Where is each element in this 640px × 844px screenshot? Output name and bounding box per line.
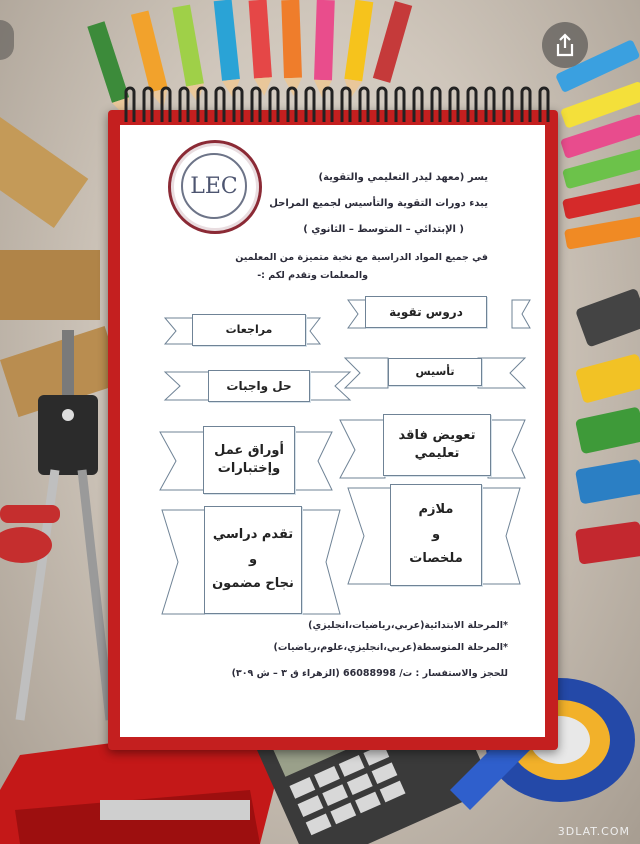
service-notes-line1: ملازم <box>418 501 454 517</box>
service-progress-line1: تقدم دراسي <box>212 526 294 542</box>
service-progress <box>204 506 302 614</box>
intro-line-4: في جميع المواد الدراسية مع نخبة متميزة من المعلمين <box>235 252 488 263</box>
service-review: مراجعات <box>192 314 306 346</box>
service-foundation: تأسيس <box>388 358 482 386</box>
service-compensation-line2: تعليمي <box>414 446 460 461</box>
service-worksheets-line1: أوراق عمل <box>214 443 284 459</box>
service-tutoring: دروس تقوية <box>365 296 487 328</box>
service-compensation-line1: تعويض فاقد <box>398 428 476 444</box>
watermark: 3DLAT.COM <box>557 825 630 838</box>
footer-intermediate-stage: *المرحلة المتوسطة(عربي،انجليزي،علوم،رياضيات) <box>273 642 508 653</box>
service-progress-and: و <box>248 551 258 567</box>
service-homework: حل واجبات <box>208 370 310 402</box>
logo-letters: LEC <box>181 153 247 219</box>
service-notes-and: و <box>431 526 441 542</box>
service-progress-line2: نجاح مضمون <box>212 576 294 592</box>
share-button[interactable] <box>542 22 588 68</box>
intro-line-5: والمعلمات وتقدم لكم :- <box>257 270 368 281</box>
service-notes-line2: ملخصات <box>409 551 463 567</box>
intro-line-3: ( الإبتدائي – المتوسط – الثانوي ) <box>303 224 464 235</box>
service-notes <box>390 484 482 586</box>
intro-line-2: يبدء دورات التقوية والتأسيس لجميع المراحل <box>269 198 488 209</box>
service-worksheets-line2: وإختبارات <box>217 461 281 476</box>
share-icon <box>554 33 576 57</box>
footer-contact: للحجز والاستفسار : ت/ 66088998 (الزهراء ق ٣ – ش ٣٠٩) <box>231 668 508 679</box>
footer-primary-stage: *المرحلة الابتدائية(عربي،رياضيات،انجليزي) <box>308 620 508 631</box>
service-worksheets <box>203 426 295 494</box>
service-compensation <box>383 414 491 476</box>
intro-line-1: يسر (معهد ليدر التعليمي والتقوية) <box>318 172 488 183</box>
